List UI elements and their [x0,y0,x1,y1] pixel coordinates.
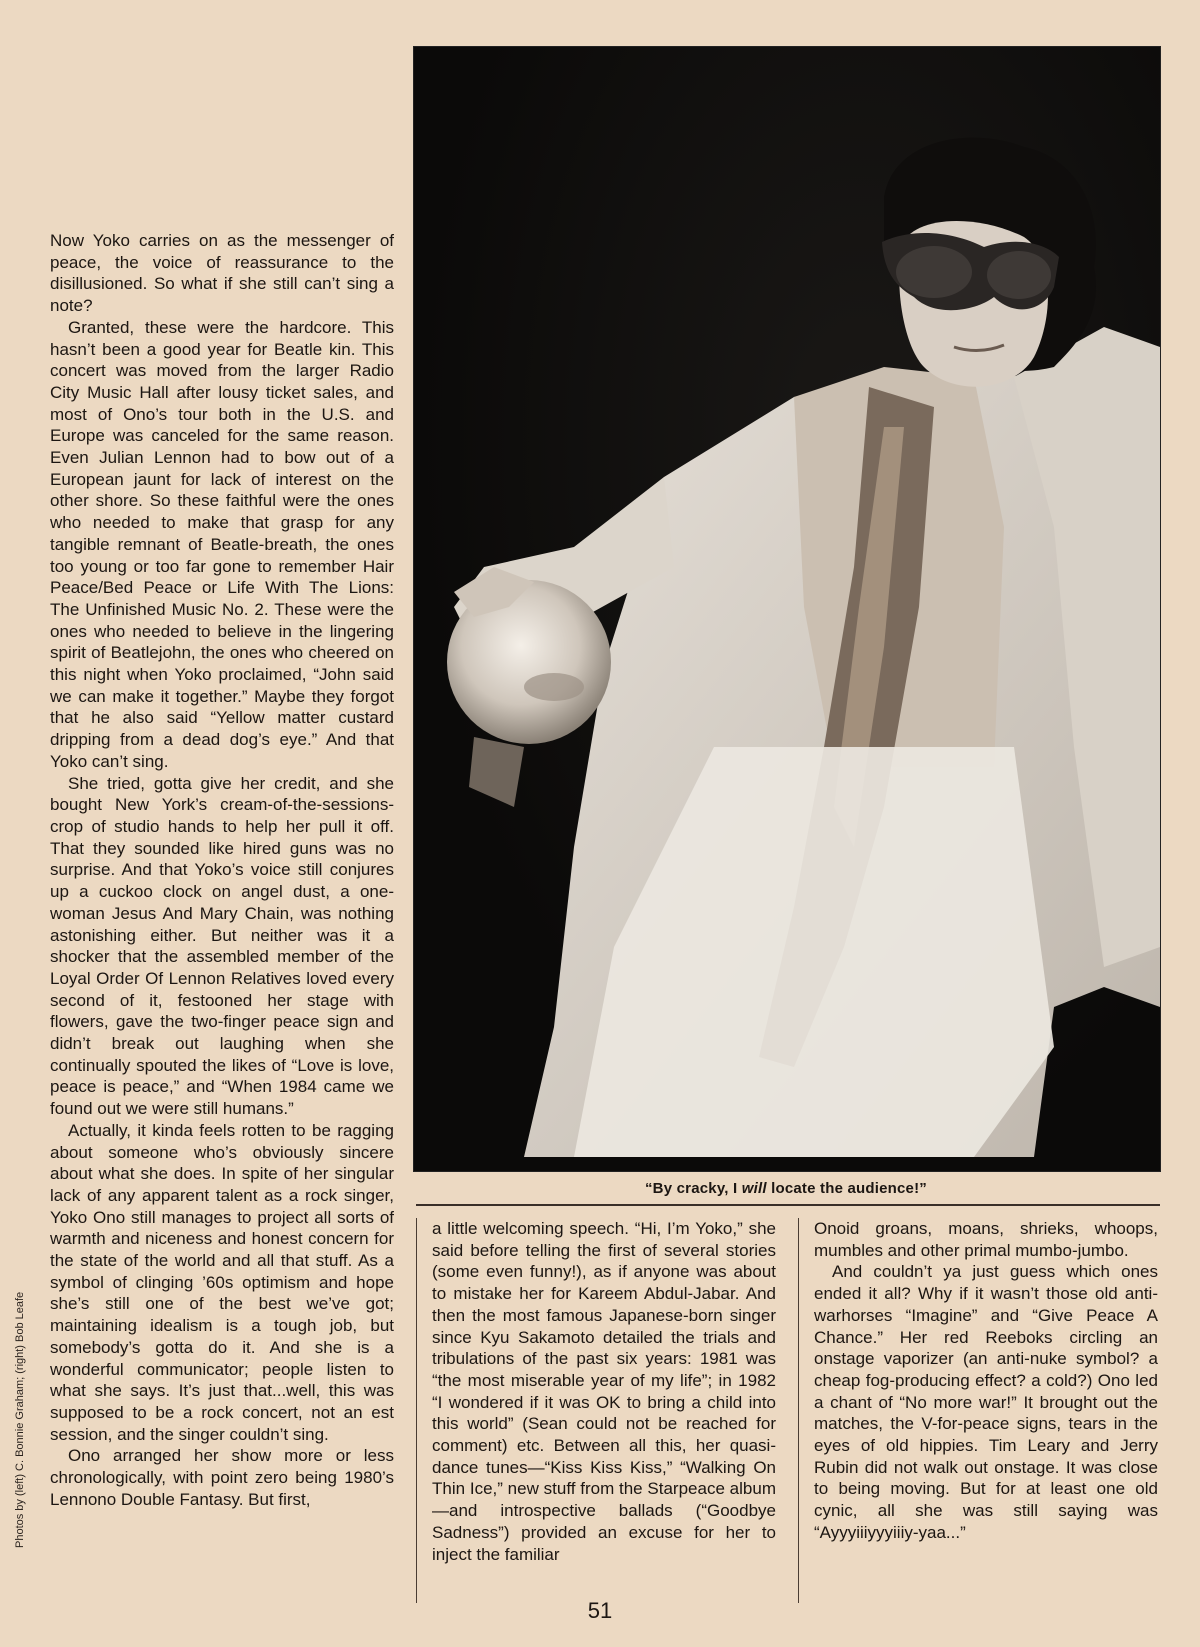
paragraph: Ono arranged her show more or less chronologically, with point zero being 1980’s Lennono Double Fantasy. But first, [50,1446,394,1509]
paragraph: Actually, it kinda feels rotten to be ragging about someone who’s obviously sincere about what she does. In spite of her singular lack of any apparent talent as a rock singer, Yoko Ono still manages to project all sorts of warmth and niceness and honest concern for the state of the world and all that stuff. As a symbol of clinging ’60s optimism and hope she’s still one of the best we’ve got; maintaining idealism is a tough job, but somebody’s gotta do it. And she is a wonderful communicator; people listen to what she says. It’s just that...well, this was supposed to be a rock concert, not an est session, and the singer couldn’t sing. [50,1120,394,1444]
article-column-2 [432,1218,776,1565]
yoko-portrait-illustration [414,47,1160,1171]
column-divider [416,1218,417,1603]
paragraph: a little welcoming speech. “Hi, I’m Yoko,” she said before telling the first of several stories (some even funny!), as if anyone was about to mistake her for Kareem Abdul-Jabar. And then the most famous Japanese-born singer since Kyu Sakamoto detailed the trials and tribulations of the past six years: 1981 was “the most miserable year of my life”; in 1982 “I wondered if it was OK to bring a child into this world” (Sean could not be reached for comment) etc. Between all this, her quasi-dance tunes—“Kiss Kiss Kiss,” “Walking On Thin Ice,” new stuff from the Starpeace album—and introspective ballads (“Goodbye Sadness”) provided an excuse for her to inject the familiar [432,1219,776,1564]
photo-caption [413,1180,1159,1197]
caption-text-start: “By cracky, I [644,1180,742,1197]
caption-divider [416,1204,1160,1206]
paragraph: Now Yoko carries on as the messenger of peace, the voice of reassurance to the disillusioned. So what if she still can’t sing a note? [50,231,394,316]
paragraph: Granted, these were the hardcore. This hasn’t been a good year for Beatle kin. This concert was moved from the larger Radio City Music Hall after lousy ticket sales, and most of Ono’s tour both in the U.S. and Europe was canceled for the same reason. Even Julian Lennon had to bow out of a European jaunt for lack of interest on the other shore. So these faithful were the ones who needed to make that grasp for any tangible remnant of Beatle-breath, the ones too young or too far gone to remember Hair Peace/Bed Peace or Life With The Lions: The Unfinished Music No. 2. These were the ones who needed to believe in the lingering spirit of Beatlejohn, the ones who cheered on this night when Yoko proclaimed, “John said we can make it together.” Maybe they forgot that he also said “Yellow matter custard dripping from a dead dog’s eye.” And that Yoko can’t sing. [50,317,394,771]
paragraph: And couldn’t ya just guess which ones ended it all? Why if it wasn’t those old anti-warhorses “Imagine” and “Give Peace A Chance.” Her red Reeboks circling an onstage vaporizer (an anti-nuke symbol? a cheap fog-producing effect? a cold?) Ono led a chant of “No more war!” It brought out the matches, the V-for-peace signs, tears in the eyes of old hippies. Tim Leary and Jerry Rubin did not walk out onstage. It was close to being moving. But for at least one old cynic, all she was still saying was “Ayyyiiiyyyiiiy-yaa...” [814,1262,1158,1542]
column-divider [798,1218,799,1603]
article-column-1 [50,230,394,1510]
paragraph: Onoid groans, moans, shrieks, whoops, mumbles and other primal mumbo-jumbo. [814,1219,1158,1260]
caption-text-end: locate the audience!” [766,1180,927,1197]
concert-photo [413,46,1161,1172]
article-column-3 [814,1218,1158,1544]
paragraph: She tried, gotta give her credit, and she bought New York’s cream-of-the-sessions-crop of studio hands to help her pull it off. That they sounded like hired guns was no surprise. And that Yoko’s voice still conjures up a cuckoo clock on angel dust, a one-woman Jesus And Mary Chain, was nothing astonishing either. But neither was it a shocker that the assembled member of the Loyal Order Of Lennon Relatives loved every second of it, festooned her stage with flowers, gave the two-finger peace sign and didn’t break out laughing when she continually spouted the likes of “Love is love, peace is peace,” and “When 1984 came we found out we were still humans.” [50,773,394,1119]
page-number: 51 [587,1598,613,1623]
caption-emphasis: will [741,1180,767,1197]
photo-credit: Photos by (left) C. Bonnie Graham; (right) Bob Leafe [14,1291,26,1548]
